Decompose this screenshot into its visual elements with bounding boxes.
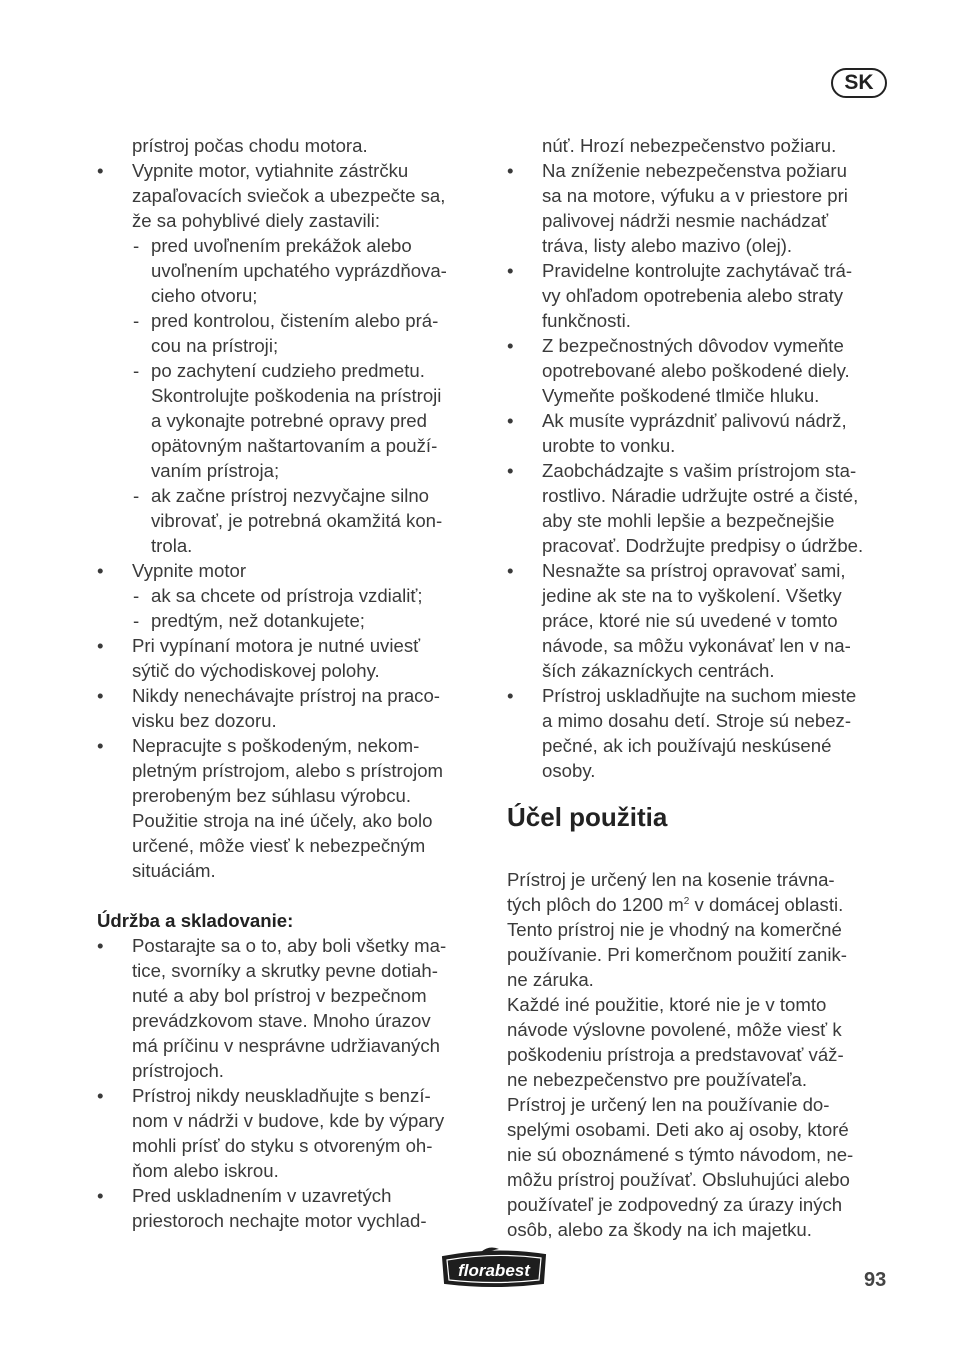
text-line: a mimo dosahu detí. Stroje sú nebez-: [542, 710, 852, 731]
dash-icon: -: [133, 485, 140, 506]
text-line: uvoľnením upchatého vyprázdňova-: [151, 260, 447, 281]
list-item: • Vypnite motor: [97, 560, 247, 581]
florabest-logo: [437, 1245, 551, 1289]
text-line: Skontrolujte poškodenia na prístroji: [151, 385, 442, 406]
spacer: [97, 883, 482, 908]
list-item: • Nikdy nenechávajte prístroj na praco-: [97, 685, 440, 706]
text-line: prístroj počas chodu motora.: [132, 135, 368, 156]
list-item: • Na zníženie nebezpečenstva požiaru: [507, 160, 847, 181]
text-line: osôb, alebo za škody na ich majetku.: [507, 1219, 812, 1240]
text-line: aby ste mohli lepšie a bezpečnejšie: [542, 510, 835, 531]
text-line: Prístroj je určený len na kosenie trávna-: [507, 869, 835, 890]
bullet-icon: •: [507, 685, 514, 706]
text-line: osoby.: [542, 760, 596, 781]
bullet-icon: •: [97, 685, 104, 706]
text-line: pletným prístrojom, alebo s prístrojom: [132, 760, 444, 781]
bullet-icon: •: [97, 560, 104, 581]
right-column: [507, 133, 892, 1242]
text-line: nom v nádrži v budove, kde by výpary: [132, 1110, 445, 1131]
text-line: urobte to vonku.: [542, 435, 676, 456]
bullet-icon: •: [507, 460, 514, 481]
text-line: tráva, listy alebo mazivo (olej).: [542, 235, 793, 256]
text-line: vy ohľadom opotrebenia alebo straty: [542, 285, 844, 306]
text-line: tých plôch do 1200 $m^2$ v domácej oblasti.: [507, 894, 844, 915]
bullet-icon: •: [507, 260, 514, 281]
bullet-icon: •: [507, 160, 514, 181]
text-line: prerobeným bez súhlasu výrobcu.: [132, 785, 412, 806]
text-line: núť. Hrozí nebezpečenstvo požiaru.: [542, 135, 837, 156]
list-item: • Ak musíte vyprázdniť palivovú nádrž,: [507, 410, 847, 431]
text-line: určené, môže viesť k nebezpečným: [132, 835, 426, 856]
text-line: Použitie stroja na iné účely, ako bolo: [132, 810, 433, 831]
bullet-icon: •: [507, 335, 514, 356]
bullet-icon: •: [507, 560, 514, 581]
text-line: že sa pohyblivé diely zastavili:: [132, 210, 381, 231]
list-item: • Nesnažte sa prístroj opravovať sami,: [507, 560, 846, 581]
text-line: návode výslovne povolené, môže viesť k: [507, 1019, 842, 1040]
bullet-icon: •: [97, 735, 104, 756]
list-item: • Zaobchádzajte s vašim prístrojom sta-: [507, 460, 857, 481]
text-line: Vymeňte poškodené tlmiče hluku.: [542, 385, 820, 406]
text-line: visku bez dozoru.: [132, 710, 277, 731]
dash-icon: -: [133, 585, 140, 606]
superscript: 2: [683, 895, 690, 907]
list-item: • Prístroj nikdy neuskladňujte s benzí-: [97, 1085, 431, 1106]
text-line: používateľ je zodpovedný za úrazy iných: [507, 1194, 843, 1215]
bullet-icon: •: [97, 1185, 104, 1206]
sub-list-item: - pred kontrolou, čistením alebo prá-: [133, 310, 439, 331]
text-line: palivovej nádrži nesmie nachádzať: [542, 210, 829, 231]
sub-list-item: - predtým, než dotankujete;: [133, 610, 365, 631]
left-column: [97, 133, 482, 1233]
text-line: rostlivo. Náradie udržujte ostré a čisté,: [542, 485, 859, 506]
list-item: • Postarajte sa o to, aby boli všetky ma-: [97, 935, 447, 956]
text-line: pečné, ak ich používajú neskúsené: [542, 735, 832, 756]
bullet-icon: •: [97, 1085, 104, 1106]
dash-icon: -: [133, 360, 140, 381]
logo-text: florabest: [458, 1261, 530, 1280]
bullet-icon: •: [507, 410, 514, 431]
bullet-icon: •: [97, 160, 104, 181]
text-line: prevádzkovom stave. Mnoho úrazov: [132, 1010, 431, 1031]
sub-list-item: - ak sa chcete od prístroja vzdialiť;: [133, 585, 423, 606]
text-line: situáciám.: [132, 860, 216, 881]
text-line: vaním prístroja;: [151, 460, 280, 481]
list-item: • Pred uskladnením v uzavretých: [97, 1185, 392, 1206]
text-line: a vykonajte potrebné opravy pred: [151, 410, 427, 431]
text-line: nuté a aby bol prístroj v bezpečnom: [132, 985, 427, 1006]
text-line: mohli prísť do styku s otvoreným oh-: [132, 1135, 433, 1156]
list-item: • Vypnite motor, vytiahnite zástrčku: [97, 160, 409, 181]
sub-list-item: - po zachytení cudzieho predmetu.: [133, 360, 425, 381]
text-line: opotrebované alebo poškodené diely.: [542, 360, 850, 381]
list-item: • Pravidelne kontrolujte zachytávač trá-: [507, 260, 853, 281]
text-line: návode, sa môžu vykonávať len v na-: [542, 635, 851, 656]
text-line: spelými osobami. Deti ako aj osoby, ktoré: [507, 1119, 849, 1140]
text-line: sa na motore, výfuku a v priestore pri: [542, 185, 848, 206]
text-line: cieho otvoru;: [151, 285, 258, 306]
section-heading: Účel použitia: [507, 802, 668, 832]
text-line: opätovným naštartovaním a použí-: [151, 435, 438, 456]
dash-icon: -: [133, 610, 140, 631]
sub-list-item: - ak začne prístroj nezvyčajne silno: [133, 485, 430, 506]
bullet-icon: •: [97, 635, 104, 656]
text-line: Každé iné použitie, ktoré nie je v tomto: [507, 994, 827, 1015]
text-line: môžu prístroj používať. Obsluhujúci alebo: [507, 1169, 850, 1190]
text-line: cou na prístroji;: [151, 335, 279, 356]
text-line: poškodeniu prístroja a predstavovať váž-: [507, 1044, 844, 1065]
text-line: ne nebezpečenstvo pre používateľa.: [507, 1069, 808, 1090]
list-item: • Prístroj uskladňujte na suchom mieste: [507, 685, 857, 706]
bullet-icon: •: [97, 935, 104, 956]
text-line: ne záruka.: [507, 969, 594, 990]
text-line: prístrojoch.: [132, 1060, 224, 1081]
text-line: pracovať. Dodržujte predpisy o údržbe.: [542, 535, 864, 556]
text-line: funkčnosti.: [542, 310, 631, 331]
dash-icon: -: [133, 310, 140, 331]
text-line: trola.: [151, 535, 193, 556]
text-line: ňom alebo iskrou.: [132, 1160, 279, 1181]
text-line: sýtič do východiskovej polohy.: [132, 660, 380, 681]
text-line: tice, svorníky a skrutky pevne dotiah-: [132, 960, 438, 981]
list-item: • Pri vypínaní motora je nutné uviesť: [97, 635, 421, 656]
text-line: zapaľovacích sviečok a ubezpečte sa,: [132, 185, 446, 206]
text-line: nie sú oboznámené s týmto návodom, ne-: [507, 1144, 854, 1165]
sub-list-item: - pred uvoľnením prekážok alebo: [133, 235, 412, 256]
text-line: práce, ktoré nie sú uvedené v tomto: [542, 610, 838, 631]
text-line: jedine ak ste na to vyškolení. Všetky: [542, 585, 842, 606]
text-line: ších zákazníckych centrách.: [542, 660, 775, 681]
dash-icon: -: [133, 235, 140, 256]
section-subheading: Údržba a skladovanie:: [97, 910, 294, 931]
language-badge: SK: [831, 68, 887, 98]
text-line: Tento prístroj nie je vhodný na komerčné: [507, 919, 842, 940]
text-line: priestoroch nechajte motor vychlad-: [132, 1210, 427, 1231]
list-item: • Nepracujte s poškodeným, nekom-: [97, 735, 420, 756]
page-number: 93: [864, 1269, 887, 1291]
text-line: používanie. Pri komerčnom použití zanik-: [507, 944, 847, 965]
list-item: • Z bezpečnostných dôvodov vymeňte: [507, 335, 844, 356]
text-line: vibrovať, je potrebná okamžitá kon-: [151, 510, 443, 531]
text-line: Prístroj je určený len na používanie do-: [507, 1094, 830, 1115]
text-line: má príčinu v nesprávne udržiavaných: [132, 1035, 440, 1056]
